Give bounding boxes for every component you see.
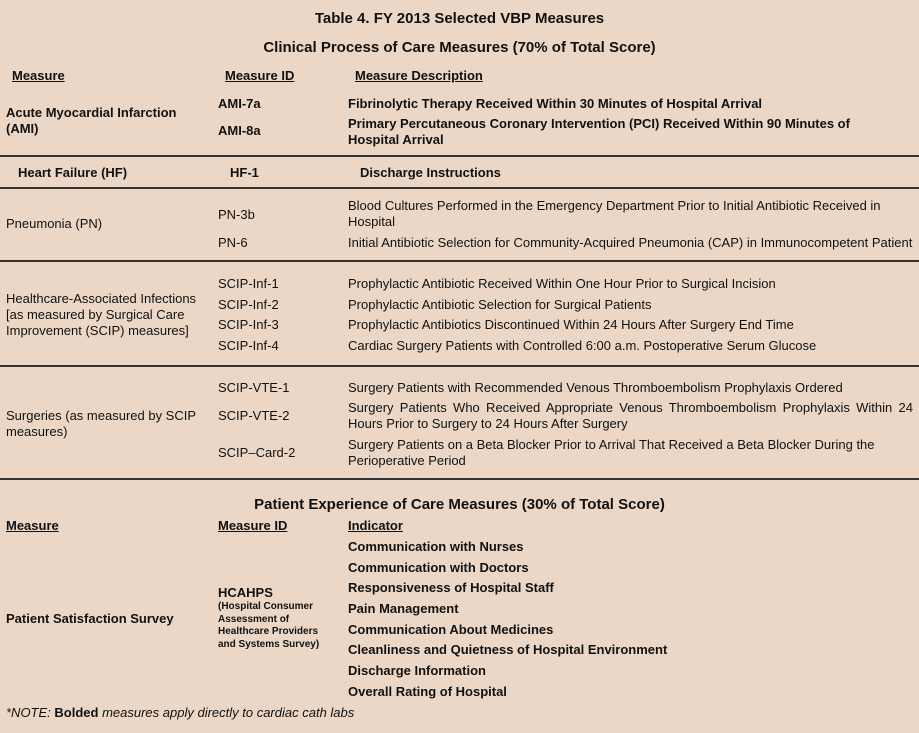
indicator-item: Responsiveness of Hospital Staff <box>348 580 554 595</box>
surg-desc-3: Surgery Patients on a Beta Blocker Prior to Arrival That Received a Beta Blocker During the Perioperative Period <box>348 437 875 468</box>
divider <box>0 155 919 157</box>
patient-satisfaction-survey: Patient Satisfaction Survey <box>6 611 174 626</box>
indicator-item: Communication About Medicines <box>348 622 554 637</box>
surg-desc-2: Surgery Patients Who Received Appropriate Venous Thromboembolism Prophylaxis Within 24 Hours Prior to Surgery to 24 Hours After Surgery <box>348 400 913 431</box>
hf-desc-1: Discharge Instructions <box>360 165 501 180</box>
ami-desc-2: Primary Percutaneous Coronary Intervention (PCI) Received Within 90 Minutes of Hospital Arrival <box>348 116 850 147</box>
footnote <box>6 705 354 721</box>
col-measure-id: Measure ID <box>225 68 295 83</box>
hai-desc-2: Prophylactic Antibiotic Selection for Surgical Patients <box>348 297 652 312</box>
hai-id-1: SCIP-Inf-1 <box>218 276 279 291</box>
divider <box>0 365 919 367</box>
ami-desc-1: Fibrinolytic Therapy Received Within 30 Minutes of Hospital Arrival <box>348 96 763 111</box>
divider <box>0 260 919 262</box>
hai-id-4: SCIP-Inf-4 <box>218 338 279 353</box>
footnote-bold: Bolded <box>54 705 99 720</box>
table-title: Table 4. FY 2013 Selected VBP Measures <box>314 10 605 27</box>
group-ami-name: Acute Myocardial Infarction (AMI) <box>6 105 177 136</box>
surg-id-2: SCIP-VTE-2 <box>218 408 290 423</box>
exp-col-measure-id: Measure ID <box>218 518 288 533</box>
col-measure: Measure <box>12 68 65 83</box>
group-hai-name: Healthcare-Associated Infections [as measured by Surgical Care Improvement (SCIP) measures] <box>6 291 197 338</box>
hai-id-3: SCIP-Inf-3 <box>218 317 279 332</box>
hcahps-description: (Hospital Consumer Assessment of Healthcare Providers and Systems Survey) <box>218 601 320 650</box>
group-hf-name: Heart Failure (HF) <box>18 165 128 180</box>
experience-heading: Patient Experience of Care Measures (30% of Total Score) <box>254 496 665 513</box>
hai-desc-4: Cardiac Surgery Patients with Controlled 6:00 a.m. Postoperative Serum Glucose <box>348 338 817 353</box>
pn-desc-1: Blood Cultures Performed in the Emergency Department Prior to Initial Antibiotic Received in Hospital <box>348 198 881 229</box>
indicator-item: Overall Rating of Hospital <box>348 684 507 699</box>
footnote-prefix: *NOTE: <box>6 705 55 720</box>
col-measure-description: Measure Description <box>355 68 483 83</box>
divider <box>0 187 919 189</box>
pn-id-1: PN-3b <box>218 207 255 222</box>
indicator-item: Cleanliness and Quietness of Hospital Environment <box>348 642 668 657</box>
clinical-heading: Clinical Process of Care Measures (70% of Total Score) <box>263 39 656 56</box>
hf-id-1: HF-1 <box>230 165 259 180</box>
hai-desc-1: Prophylactic Antibiotic Received Within One Hour Prior to Surgical Incision <box>348 276 776 291</box>
group-surgeries-name: Surgeries (as measured by SCIP measures) <box>6 408 196 439</box>
hai-desc-3: Prophylactic Antibiotics Discontinued Within 24 Hours After Surgery End Time <box>348 317 794 332</box>
divider <box>0 478 919 480</box>
surg-desc-1: Surgery Patients with Recommended Venous Thromboembolism Prophylaxis Ordered <box>348 380 843 395</box>
indicator-item: Communication with Doctors <box>348 560 529 575</box>
indicator-item: Discharge Information <box>348 663 486 678</box>
ami-id-1: AMI-7a <box>218 96 261 111</box>
indicator-item: Communication with Nurses <box>348 539 524 554</box>
group-pn-name: Pneumonia (PN) <box>6 216 103 231</box>
exp-col-measure: Measure <box>6 518 59 533</box>
hcahps-id: HCAHPS <box>218 585 273 600</box>
pn-id-2: PN-6 <box>218 235 248 250</box>
footnote-suffix: measures apply directly to cardiac cath labs <box>98 705 355 720</box>
indicator-item: Pain Management <box>348 601 459 616</box>
surg-id-1: SCIP-VTE-1 <box>218 380 290 395</box>
hai-id-2: SCIP-Inf-2 <box>218 297 279 312</box>
surg-id-3: SCIP–Card-2 <box>218 445 296 460</box>
exp-col-indicator: Indicator <box>348 518 403 533</box>
pn-desc-2: Initial Antibiotic Selection for Community-Acquired Pneumonia (CAP) in Immunocompetent Patient <box>348 235 913 250</box>
ami-id-2: AMI-8a <box>218 123 261 138</box>
